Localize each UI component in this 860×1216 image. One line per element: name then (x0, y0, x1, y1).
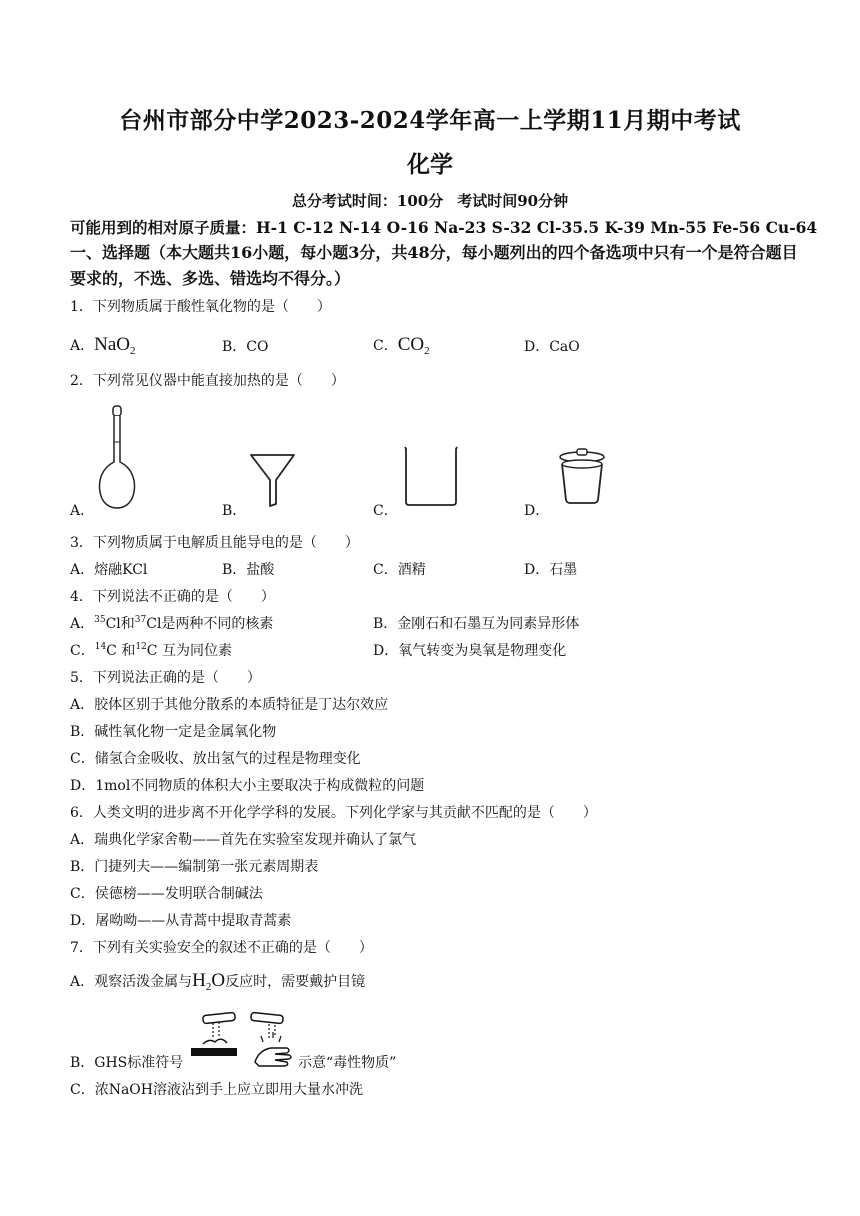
question-3-stem: 3．下列物质属于电解质且能导电的是（ ） (70, 535, 359, 551)
q2-option-b: B． (222, 503, 247, 519)
q7-a-o: O (211, 970, 226, 991)
q7-a-h: H (192, 970, 206, 991)
q3-option-a: A．熔融KCl (70, 562, 148, 578)
q3-option-b: B．盐酸 (222, 562, 275, 578)
exam-time (0, 190, 860, 211)
q1-option-c (373, 334, 430, 357)
atomic-masses: 可能用到的相对原子质量：H-1 C-12 N-14 O-16 Na-23 S-32 Cl-35.5 K-39 Mn-55 Fe-56 Cu-64 (70, 218, 818, 237)
q4-a-el1: Cl和 (105, 616, 135, 632)
q4-a-el2: Cl是两种不同的核素 (146, 616, 274, 632)
question-6-stem: 6．人类文明的进步离不开化学学科的发展。下列化学家与其贡献不匹配的是（ ） (70, 805, 597, 821)
q7-a-pre: A．观察活泼金属与 (70, 974, 193, 990)
question-2-stem: 2．下列常见仪器中能直接加热的是（ ） (70, 373, 345, 389)
q1-a-label: A． (70, 338, 95, 354)
q7-option-b-post: 示意“毒性物质” (298, 1055, 397, 1071)
q7-a-formula (192, 970, 225, 991)
q5-option-c: C．储氢合金吸收、放出氢气的过程是物理变化 (70, 751, 361, 767)
q6-option-c: C．侯德榜——发明联合制碱法 (70, 886, 263, 902)
subject-title: 化学 (407, 151, 453, 178)
q7-option-b-pre: B．GHS标准符号 (70, 1055, 184, 1071)
question-1-stem: 1．下列物质属于酸性氧化物的是（ ） (70, 299, 331, 315)
q4-option-b: B．金刚石和石墨互为同素异形体 (373, 616, 580, 632)
q6-option-d: D．屠呦呦——从青蒿中提取青蒿素 (70, 913, 292, 929)
q1-a-sub: 2 (130, 345, 136, 357)
beaker-icon (401, 444, 461, 508)
q5-option-d: D．1mol不同物质的体积大小主要取决于构成微粒的问题 (70, 778, 425, 794)
q6-option-b: B．门捷列夫——编制第一张元素周期表 (70, 859, 319, 875)
q2-option-c: C． (373, 503, 398, 519)
q6-option-a: A．瑞典化学家舍勒——首先在实验室发现并确认了氯气 (70, 832, 417, 848)
q7-a-sub: 2 (205, 981, 212, 993)
q5-option-b: B．碱性氧化物一定是金属氧化物 (70, 724, 277, 740)
q4-c-el2: C 互为同位素 (146, 643, 232, 659)
q4-a-mass2: 37 (134, 615, 147, 625)
question-7-stem: 7．下列有关实验安全的叙述不正确的是（ ） (70, 940, 373, 956)
q4-c-el1: C 和 (106, 643, 136, 659)
q4-option-a (70, 613, 273, 633)
q7-option-c: C．浓NaOH溶液沾到手上应立即用大量水冲洗 (70, 1082, 363, 1098)
q1-c-main: CO (397, 334, 425, 355)
q2-option-a: A． (70, 503, 95, 519)
q4-option-d: D．氧气转变为臭氧是物理变化 (373, 643, 567, 659)
q5-option-a: A．胶体区别于其他分散系的本质特征是丁达尔效应 (70, 697, 389, 713)
q1-c-formula (398, 334, 430, 355)
q4-c-mass2: 12 (135, 642, 147, 652)
q1-option-b: B．CO (222, 339, 269, 355)
q1-c-label: C． (373, 338, 398, 354)
question-4-stem: 4．下列说法不正确的是（ ） (70, 589, 275, 605)
corrosive-ghs-icon (189, 1010, 297, 1068)
q1-a-main: NaO (94, 334, 131, 355)
q1-a-formula (94, 334, 135, 355)
q4-a-label: A． (70, 616, 95, 632)
volumetric-flask-icon (96, 404, 140, 512)
q4-c-mass1: 14 (94, 642, 107, 652)
q1-option-d: D．CaO (524, 339, 580, 355)
q2-option-d: D． (524, 503, 550, 519)
q4-a-mass1: 35 (94, 615, 106, 625)
crucible-icon (554, 448, 610, 506)
q3-option-c: C．酒精 (373, 562, 426, 578)
q7-option-a (70, 970, 365, 993)
q4-option-c (70, 640, 232, 660)
q1-c-sub: 2 (424, 345, 430, 357)
q3-option-d: D．石墨 (524, 562, 578, 578)
exam-title: 台州市部分中学2023-2024学年高一上学期11月期中考试 (119, 107, 741, 134)
question-5-stem: 5．下列说法正确的是（ ） (70, 670, 261, 686)
q4-c-label: C． (70, 643, 95, 659)
funnel-icon (248, 452, 298, 508)
total-time: 总分考试时间：100分 (291, 192, 444, 210)
section-heading: 一、选择题（本大题共16小题，每小题3分，共48分，每小题列出的四个备选项中只有一个是符合题目要求的，不选、多选、错选均不得分。） (70, 243, 798, 288)
q7-a-post: 反应时，需要戴护目镜 (225, 974, 366, 990)
q1-option-a (70, 334, 136, 357)
exam-duration: 考试时间90分钟 (457, 192, 569, 210)
